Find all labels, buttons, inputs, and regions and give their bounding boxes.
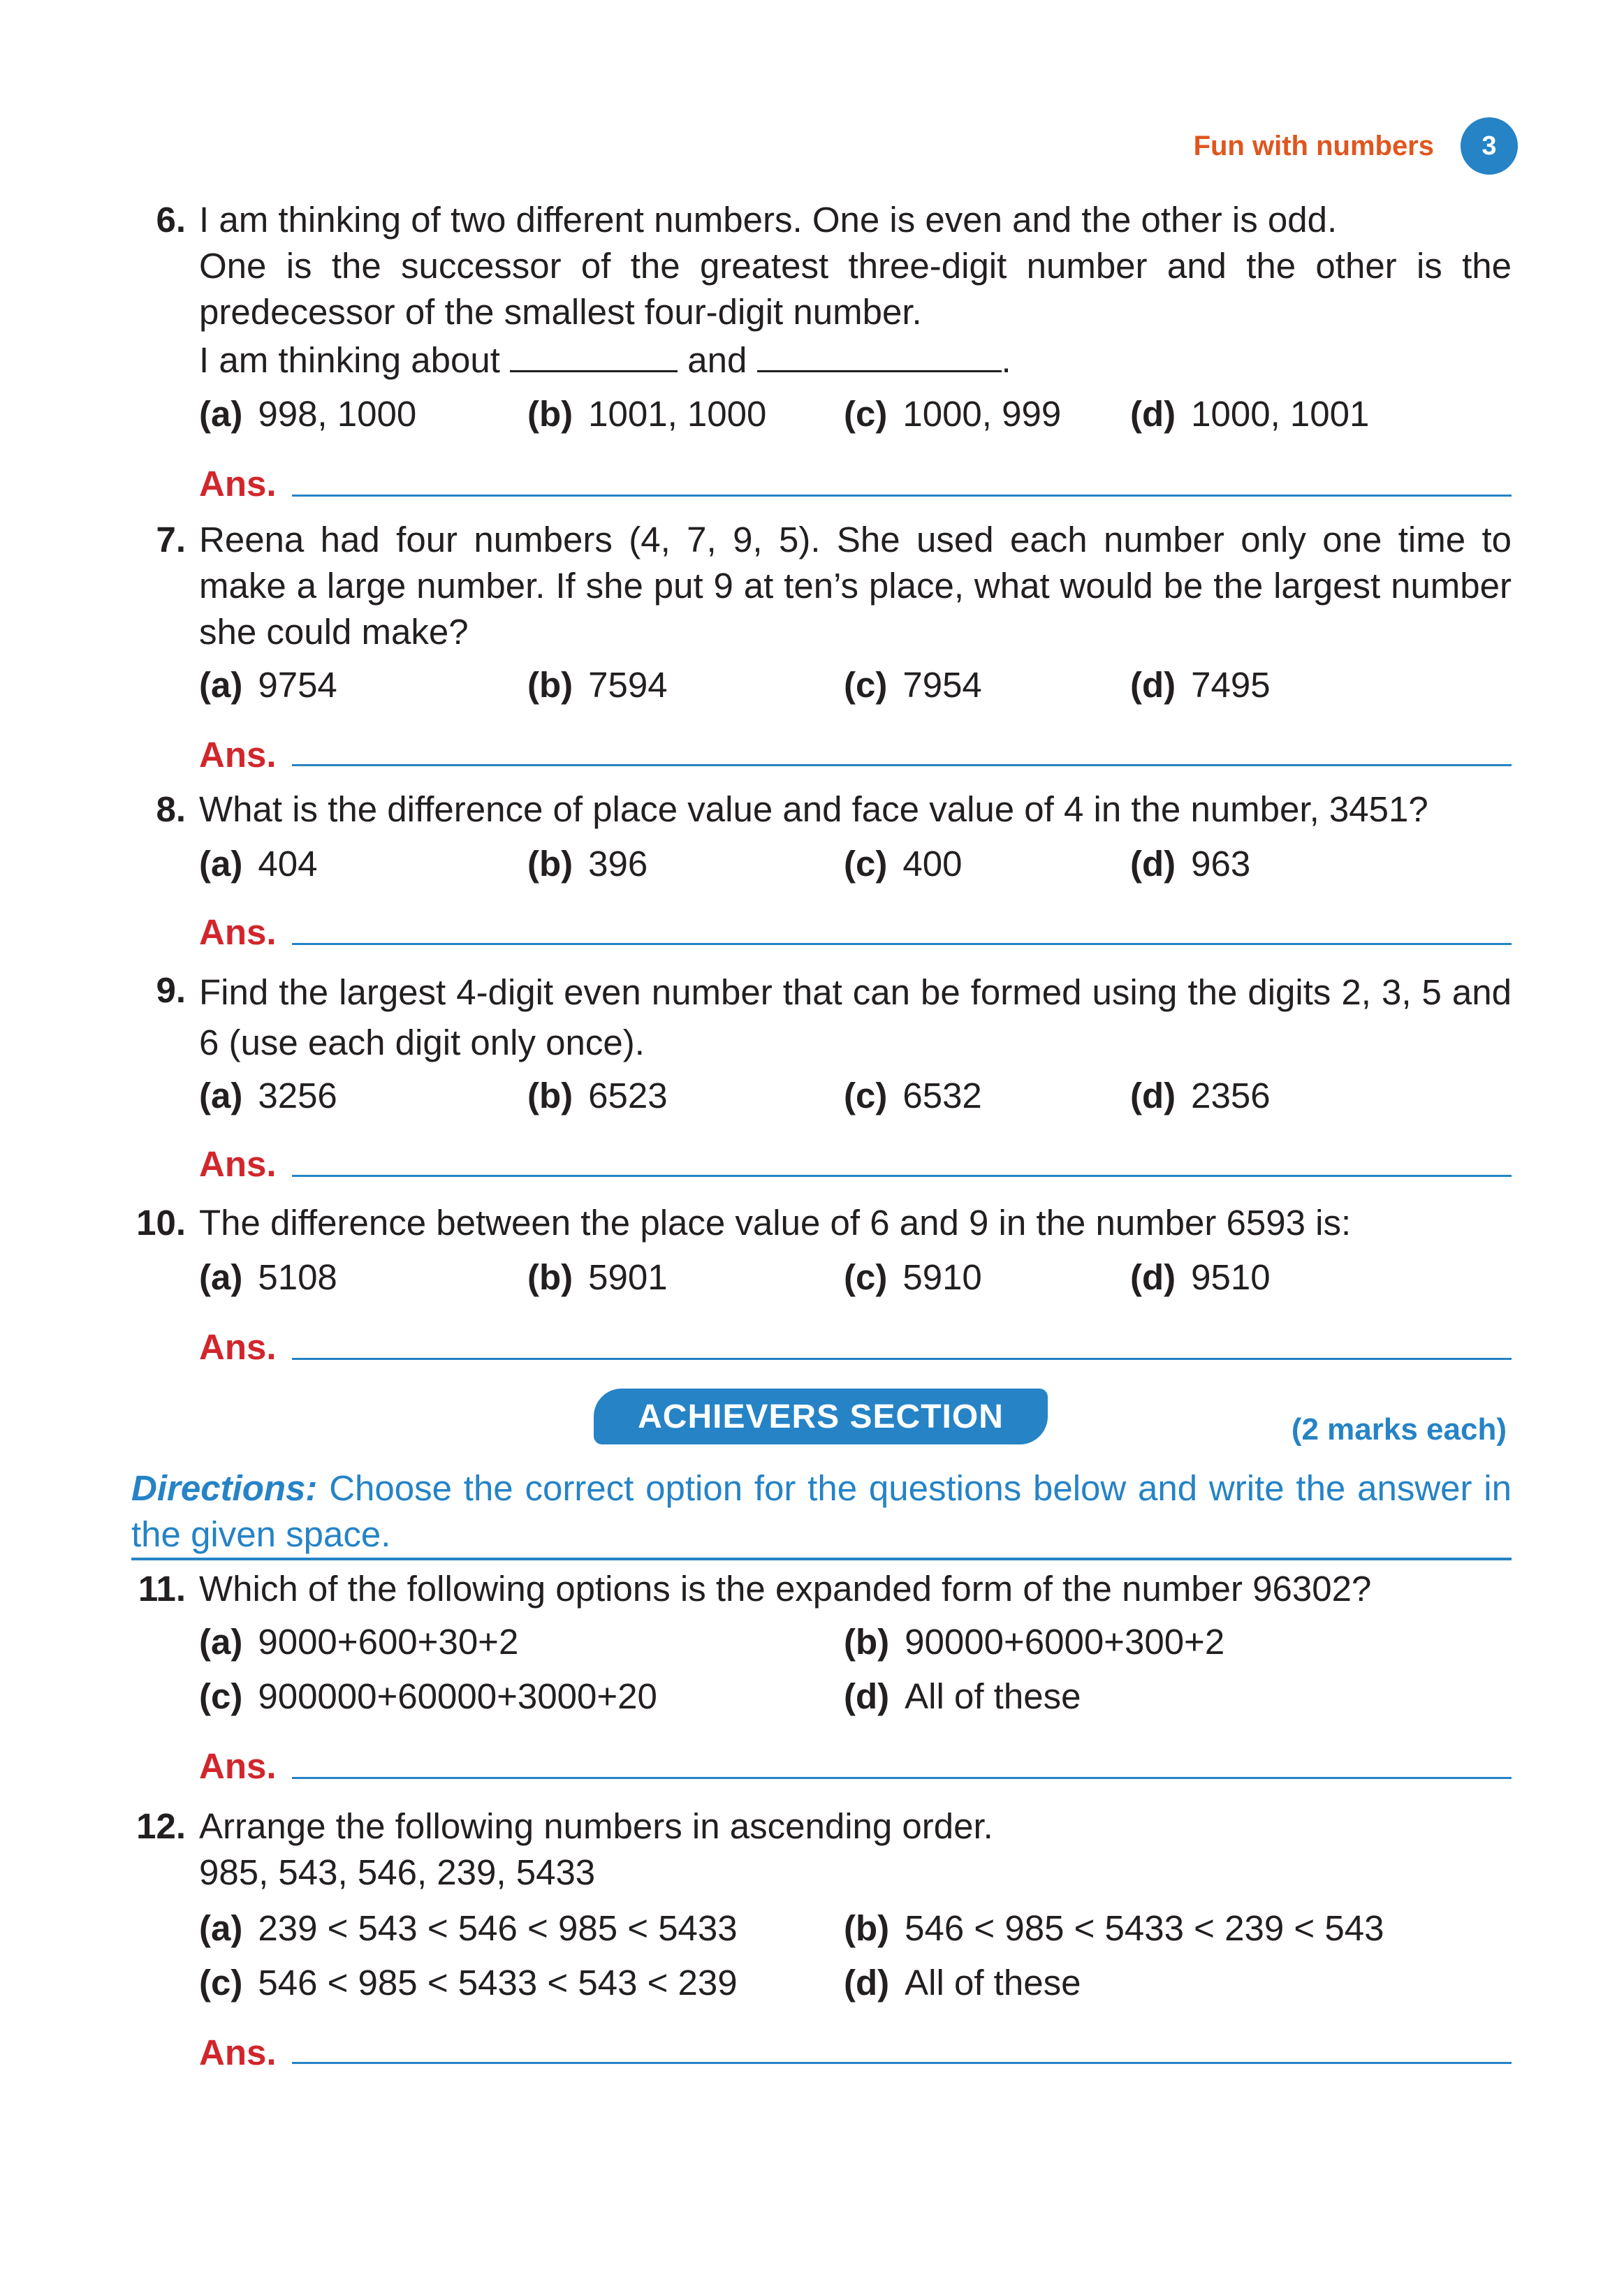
fill-text-pre: I am thinking about	[199, 340, 500, 380]
option-a[interactable]	[199, 1619, 518, 1665]
question-number: 6.	[156, 200, 186, 240]
option-letter: (a)	[199, 1622, 243, 1662]
option-letter: (c)	[844, 394, 888, 434]
answer-label: Ans.	[199, 1746, 277, 1786]
option-d[interactable]	[844, 1960, 1081, 2006]
directions	[131, 1465, 1512, 1558]
question-line: Reena had four numbers (4, 7, 9, 5). She used each number only one time to make a large number. If she put 9 at ten’s place, what would be the largest number she could make?	[199, 520, 1512, 652]
question-text	[199, 1803, 1512, 1896]
question-text	[199, 517, 1512, 655]
question-number: 10.	[136, 1203, 186, 1243]
option-letter: (b)	[527, 665, 573, 705]
option-text: 7954	[902, 665, 982, 705]
option-d[interactable]	[1130, 391, 1369, 437]
answer-line[interactable]	[292, 943, 1512, 945]
option-b[interactable]	[844, 1905, 1384, 1952]
option-letter: (b)	[527, 394, 573, 434]
option-text: 404	[258, 844, 318, 884]
page-number-badge: 3	[1461, 117, 1518, 175]
question-line: One is the successor of the greatest three-digit number and the other is the predecessor of the smallest four-digit number.	[199, 246, 1512, 332]
question-line: Arrange the following numbers in ascending order.	[199, 1806, 993, 1846]
option-a[interactable]	[199, 1905, 738, 1952]
answer-line[interactable]	[292, 1777, 1512, 1779]
option-letter: (c)	[844, 1076, 888, 1115]
directions-label: Directions:	[131, 1468, 318, 1508]
answer-label: Ans.	[199, 1327, 277, 1367]
option-text: 900000+60000+3000+20	[258, 1676, 657, 1716]
option-letter: (b)	[527, 1076, 573, 1115]
option-a[interactable]	[199, 662, 337, 708]
option-text: 9754	[258, 665, 337, 705]
option-letter: (d)	[1130, 394, 1176, 434]
option-b[interactable]	[527, 1254, 668, 1301]
option-text: 546 < 985 < 5433 < 543 < 239	[258, 1963, 738, 2003]
question-text	[199, 1566, 1512, 1612]
option-text: All of these	[905, 1676, 1081, 1716]
option-a[interactable]	[199, 841, 317, 887]
option-text: 546 < 985 < 5433 < 239 < 543	[905, 1908, 1384, 1948]
option-text: All of these	[905, 1963, 1081, 2003]
option-text: 6523	[588, 1076, 668, 1115]
question-number: 12.	[136, 1806, 186, 1846]
question-text	[199, 197, 1512, 383]
answer-label: Ans.	[199, 464, 277, 504]
option-d[interactable]	[844, 1674, 1081, 1720]
option-letter: (b)	[527, 1257, 573, 1297]
option-c[interactable]	[199, 1960, 738, 2006]
option-d[interactable]	[1130, 662, 1271, 708]
question-line: Find the largest 4-digit even number that can be formed using the digits 2, 3, 5 and 6 (use each digit only once).	[199, 972, 1512, 1062]
option-text: 5901	[588, 1257, 668, 1297]
option-text: 3256	[258, 1076, 337, 1115]
fill-blank[interactable]	[757, 335, 1002, 372]
answer-label: Ans.	[199, 1144, 277, 1184]
option-b[interactable]	[527, 391, 766, 437]
chapter-title: Fun with numbers	[1193, 130, 1434, 161]
option-letter: (a)	[199, 1908, 243, 1948]
option-text: 90000+6000+300+2	[905, 1622, 1225, 1662]
question-line: The difference between the place value of 6 and 9 in the number 6593 is:	[199, 1203, 1352, 1243]
option-letter: (a)	[199, 844, 243, 884]
option-text: 396	[588, 844, 648, 884]
option-c[interactable]	[844, 1254, 982, 1301]
number-list: 985, 543, 546, 239, 5433	[199, 1852, 596, 1892]
option-c[interactable]	[844, 391, 1061, 437]
option-text: 6532	[902, 1076, 982, 1115]
option-letter: (c)	[844, 1257, 888, 1297]
option-letter: (d)	[844, 1676, 890, 1716]
question-number: 8.	[156, 789, 186, 829]
option-b[interactable]	[527, 662, 668, 708]
directions-divider	[131, 1558, 1512, 1560]
option-text: 5910	[902, 1257, 982, 1297]
option-c[interactable]	[844, 662, 982, 708]
directions-text: Choose the correct option for the questions below and write the answer in the given space.	[131, 1468, 1512, 1554]
option-letter: (c)	[199, 1963, 243, 2003]
answer-line[interactable]	[292, 1175, 1512, 1177]
option-letter: (d)	[1130, 1257, 1176, 1297]
option-text: 963	[1191, 844, 1251, 884]
option-c[interactable]	[199, 1674, 657, 1720]
question-number: 9.	[156, 970, 186, 1010]
answer-label: Ans.	[199, 735, 277, 775]
option-letter: (a)	[199, 1076, 243, 1115]
option-letter: (a)	[199, 665, 243, 705]
option-letter: (d)	[1130, 1076, 1176, 1115]
option-text: 400	[902, 844, 963, 884]
question-text	[199, 786, 1512, 833]
option-letter: (c)	[199, 1676, 243, 1716]
question-text	[199, 967, 1512, 1068]
option-text: 998, 1000	[258, 394, 417, 434]
option-d[interactable]	[1130, 1073, 1271, 1119]
option-text: 5108	[258, 1257, 337, 1297]
fill-blank[interactable]	[510, 335, 678, 372]
option-d[interactable]	[1130, 841, 1250, 887]
question-line: What is the difference of place value and face value of 4 in the number, 3451?	[199, 789, 1428, 829]
option-letter: (a)	[199, 1257, 243, 1297]
answer-line[interactable]	[292, 495, 1512, 497]
question-text	[199, 1200, 1512, 1246]
option-letter: (d)	[844, 1963, 890, 2003]
answer-line[interactable]	[292, 2062, 1512, 2064]
option-text: 2356	[1191, 1076, 1271, 1115]
option-letter: (b)	[844, 1622, 890, 1662]
option-letter: (a)	[199, 394, 243, 434]
option-text: 1000, 1001	[1191, 394, 1370, 434]
fill-text-post: .	[1001, 340, 1011, 380]
option-text: 239 < 543 < 546 < 985 < 5433	[258, 1908, 738, 1948]
question-number: 7.	[156, 520, 186, 559]
marks-note: (2 marks each)	[1291, 1412, 1507, 1447]
option-text: 7495	[1191, 665, 1271, 705]
fill-text-mid: and	[687, 340, 747, 380]
option-d[interactable]	[1130, 1254, 1271, 1301]
option-text: 9000+600+30+2	[258, 1622, 519, 1662]
answer-line[interactable]	[292, 1358, 1512, 1360]
option-letter: (b)	[527, 844, 573, 884]
section-title-pill: ACHIEVERS SECTION	[594, 1389, 1048, 1444]
option-letter: (d)	[1130, 844, 1176, 884]
option-text: 1001, 1000	[588, 394, 767, 434]
option-a[interactable]	[199, 1254, 337, 1301]
answer-label: Ans.	[199, 912, 277, 952]
answer-label: Ans.	[199, 2033, 277, 2072]
answer-line[interactable]	[292, 764, 1512, 766]
option-b[interactable]	[527, 1073, 668, 1119]
option-a[interactable]	[199, 1073, 337, 1119]
option-b[interactable]	[527, 841, 648, 887]
question-line: I am thinking of two different numbers. One is even and the other is odd.	[199, 200, 1338, 240]
option-letter: (b)	[844, 1908, 890, 1948]
option-letter: (c)	[844, 844, 888, 884]
option-c[interactable]	[844, 841, 962, 887]
option-a[interactable]	[199, 391, 416, 437]
option-text: 1000, 999	[902, 394, 1062, 434]
option-letter: (c)	[844, 665, 888, 705]
question-number: 11.	[138, 1569, 186, 1609]
option-c[interactable]	[844, 1073, 982, 1119]
option-text: 9510	[1191, 1257, 1271, 1297]
page-header	[1194, 117, 1518, 175]
option-letter: (d)	[1130, 665, 1176, 705]
option-text: 7594	[588, 665, 668, 705]
question-line: Which of the following options is the expanded form of the number 96302?	[199, 1569, 1372, 1609]
option-b[interactable]	[844, 1619, 1224, 1665]
fill-in-sentence	[199, 335, 1512, 383]
